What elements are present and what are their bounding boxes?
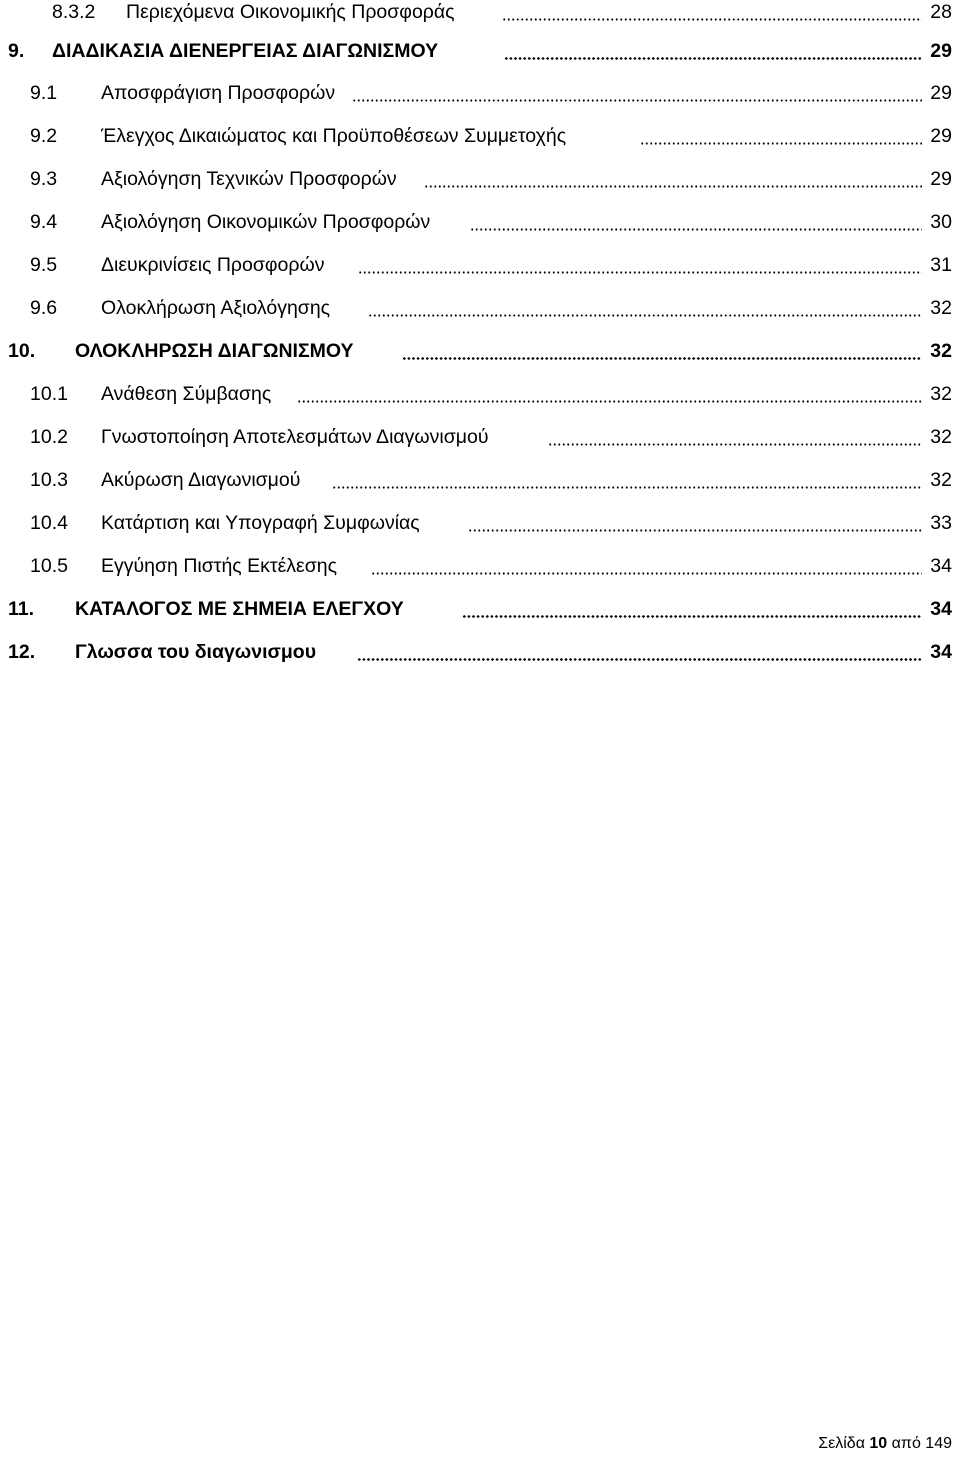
toc-entry-page: 31 [930,254,952,276]
toc-entry-number: 8.3.2 [52,1,96,23]
toc-leader-dots [332,486,922,489]
toc-entry-title: Ανάθεση Σύμβασης [101,383,272,405]
toc-entry-title: Γλωσσα του διαγωνισμου [75,641,317,663]
toc-entry-title: Περιεχόμενα Οικονομικής Προσφοράς [126,1,455,23]
toc-entry-title: Αξιολόγηση Οικονομικών Προσφορών [101,211,431,233]
toc-entry-number: 9.2 [30,125,58,147]
toc-entry-page: 32 [930,297,952,319]
toc-entry-number: 10.3 [30,469,68,491]
toc-entry-number: 11. [8,598,35,620]
toc-leader-dots [502,18,922,21]
toc-entry-9[interactable] [0,36,960,66]
toc-entry-title: Αποσφράγιση Προσφορών [101,82,336,104]
toc-entry-9-6[interactable] [0,293,960,323]
footer-current-page: 10 [869,1435,888,1452]
toc-entry-page: 34 [930,555,952,577]
toc-entry-title: Αξιολόγηση Τεχνικών Προσφορών [101,168,397,190]
toc-entry-12[interactable] [0,637,960,667]
toc-entry-page: 29 [930,168,952,190]
toc-entry-9-5[interactable] [0,250,960,280]
toc-entry-title: Ολοκλήρωση Αξιολόγησης [101,297,331,319]
toc-entry-page: 32 [930,340,952,362]
toc-entry-9-4[interactable] [0,207,960,237]
toc-entry-number: 9. [8,40,25,62]
toc-entry-10-1[interactable] [0,379,960,409]
toc-entry-number: 9.1 [30,82,58,104]
toc-leader-dots [352,99,922,102]
footer-page-separator: από [891,1435,921,1452]
toc-entry-number: 9.5 [30,254,58,276]
toc-leader-dots [468,529,922,532]
toc-entry-10-4[interactable] [0,508,960,538]
toc-entry-page: 29 [930,82,952,104]
toc-entry-9-2[interactable] [0,121,960,151]
toc-leader-dots [462,615,922,618]
toc-leader-dots [358,271,922,274]
toc-entry-page: 30 [930,211,952,233]
toc-entry-page: 34 [930,598,952,620]
toc-entry-8-3-2[interactable] [0,0,960,27]
toc-entry-title: Διευκρινίσεις Προσφορών [101,254,325,276]
toc-entry-title: ΚΑΤΑΛΟΓΟΣ ΜΕ ΣΗΜΕΙΑ ΕΛΕΓΧΟΥ [75,598,404,620]
toc-leader-dots [297,400,922,403]
toc-entry-number: 9.3 [30,168,58,190]
toc-leader-dots [640,142,922,145]
toc-leader-dots [470,228,922,231]
toc-entry-number: 10.2 [30,426,68,448]
toc-entry-10[interactable] [0,336,960,366]
toc-entry-9-3[interactable] [0,164,960,194]
toc-leader-dots [357,658,922,661]
toc-entry-title: Ακύρωση Διαγωνισμού [101,469,301,491]
toc-entry-title: ΔΙΑΔΙΚΑΣΙΑ ΔΙΕΝΕΡΓΕΙΑΣ ΔΙΑΓΩΝΙΣΜΟΥ [52,40,439,62]
toc-entry-number: 10. [8,340,36,362]
toc-leader-dots [368,314,922,317]
toc-leader-dots [548,443,922,446]
toc-entry-page: 33 [930,512,952,534]
toc-entry-number: 10.5 [30,555,68,577]
page-number-footer [818,1432,952,1456]
toc-entry-number: 9.4 [30,211,58,233]
toc-entry-10-2[interactable] [0,422,960,452]
toc-entry-number: 12. [8,641,36,663]
toc-entry-page: 32 [930,426,952,448]
toc-entry-page: 29 [930,125,952,147]
toc-entry-title: Εγγύηση Πιστής Εκτέλεσης [101,555,337,577]
toc-entry-page: 29 [930,40,952,62]
toc-entry-page: 34 [930,641,952,663]
toc-entry-page: 32 [930,383,952,405]
toc-entry-title: ΟΛΟΚΛΗΡΩΣΗ ΔΙΑΓΩΝΙΣΜΟΥ [75,340,354,362]
toc-entry-title: Γνωστοποίηση Αποτελεσμάτων Διαγωνισμού [101,426,489,448]
toc-leader-dots [424,185,922,188]
footer-total-pages: 149 [925,1435,952,1452]
toc-entry-10-5[interactable] [0,551,960,581]
toc-entry-page: 28 [930,1,952,23]
toc-leader-dots [402,357,922,360]
toc-entry-page: 32 [930,469,952,491]
toc-entry-9-1[interactable] [0,78,960,108]
toc-entry-10-3[interactable] [0,465,960,495]
toc-leader-dots [371,572,922,575]
toc-entry-number: 10.1 [30,383,68,405]
toc-entry-number: 10.4 [30,512,68,534]
toc-entry-title: Έλεγχος Δικαιώματος και Προϋποθέσεων Συμμετοχής [101,125,567,147]
toc-leader-dots [504,57,922,60]
toc-entry-number: 9.6 [30,297,58,319]
toc-entry-title: Κατάρτιση και Υπογραφή Συμφωνίας [101,512,420,534]
toc-entry-11[interactable] [0,594,960,624]
footer-page-prefix: Σελίδα [818,1435,865,1452]
